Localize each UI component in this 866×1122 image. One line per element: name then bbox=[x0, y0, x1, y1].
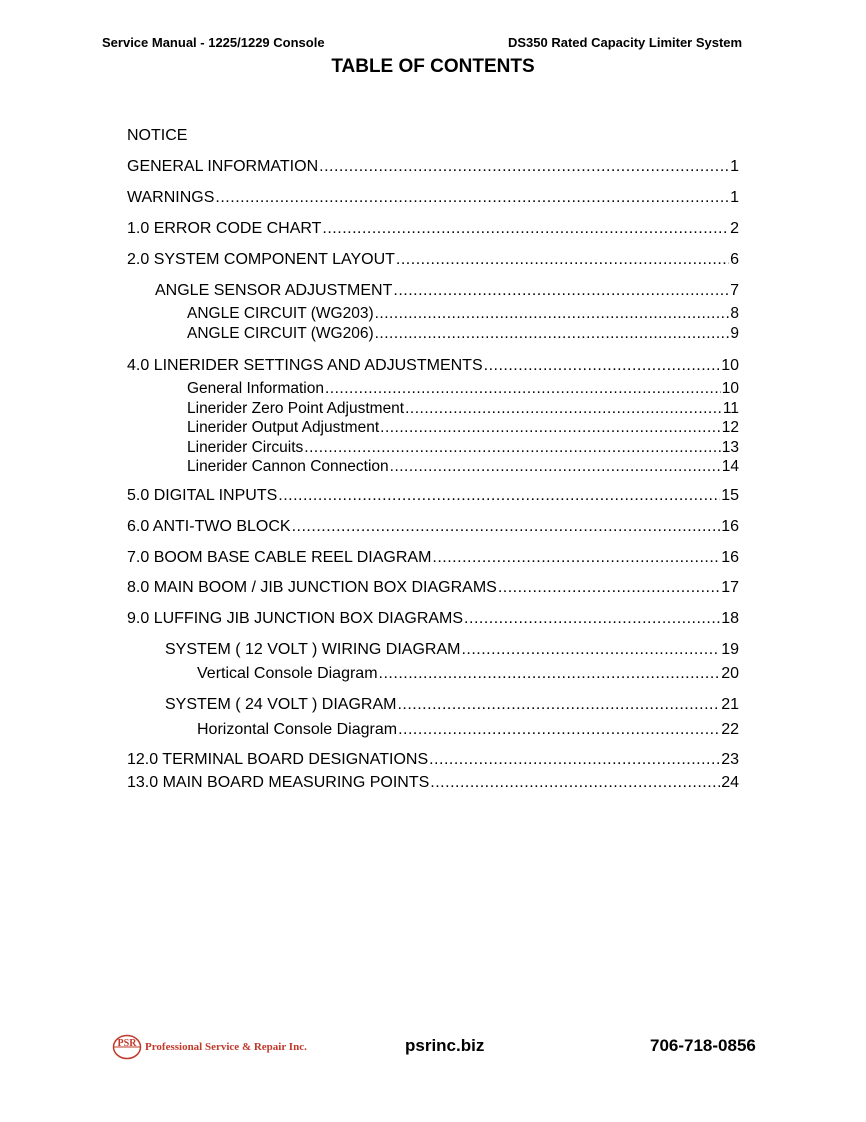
toc-entry-horizontal-console[interactable] bbox=[197, 720, 739, 740]
toc-label: Linerider Cannon Connection bbox=[187, 458, 389, 475]
toc-label: General Information bbox=[187, 380, 324, 397]
toc-label: 7.0 BOOM BASE CABLE REEL DIAGRAM bbox=[127, 549, 432, 566]
toc-entry-general-information[interactable] bbox=[127, 157, 739, 177]
toc-entry-boom-base-cable-reel[interactable] bbox=[127, 548, 739, 568]
toc-entry-anti-two-block[interactable] bbox=[127, 517, 739, 537]
toc-entry-main-boom-jib-junction[interactable] bbox=[127, 578, 739, 598]
toc-page-number: 7 bbox=[730, 282, 739, 299]
toc-leader bbox=[396, 250, 729, 270]
toc-label: SYSTEM ( 12 VOLT ) WIRING DIAGRAM bbox=[165, 641, 461, 658]
toc-label: 8.0 MAIN BOOM / JIB JUNCTION BOX DIAGRAMS bbox=[127, 579, 497, 596]
toc-leader bbox=[380, 418, 721, 438]
toc-leader bbox=[304, 438, 720, 458]
toc-entry-angle-sensor-adjustment[interactable] bbox=[155, 281, 739, 301]
toc-label: Linerider Circuits bbox=[187, 439, 304, 456]
toc-page-number: 10 bbox=[721, 380, 739, 397]
footer-phone-number: 706-718-0856 bbox=[650, 1036, 756, 1055]
toc-leader bbox=[292, 517, 721, 537]
toc-leader bbox=[464, 609, 720, 629]
toc-label: Linerider Output Adjustment bbox=[187, 419, 380, 436]
toc-label: ANGLE CIRCUIT (WG206) bbox=[187, 325, 374, 342]
header-manual-title: Service Manual - 1225/1229 Console bbox=[102, 35, 325, 50]
toc-page-number: 16 bbox=[721, 549, 739, 566]
toc-entry-linerider-circuits[interactable] bbox=[187, 438, 739, 458]
toc-page-number: 12 bbox=[721, 419, 739, 436]
toc-entry-linerider-output[interactable] bbox=[187, 418, 739, 438]
toc-label: 4.0 LINERIDER SETTINGS AND ADJUSTMENTS bbox=[127, 357, 483, 374]
header-system-title: DS350 Rated Capacity Limiter System bbox=[508, 35, 743, 50]
toc-leader bbox=[278, 486, 720, 506]
toc-leader bbox=[498, 578, 720, 598]
toc-label: 1.0 ERROR CODE CHART bbox=[127, 220, 322, 237]
footer-website-link[interactable]: psrinc.biz bbox=[405, 1036, 485, 1055]
toc-entry-angle-circuit-wg203[interactable] bbox=[187, 304, 739, 324]
toc-page-number: 18 bbox=[721, 610, 739, 627]
toc-leader bbox=[397, 695, 720, 715]
psr-logo-icon bbox=[112, 1034, 142, 1060]
footer-company-name: Professional Service & Repair Inc. bbox=[145, 1041, 307, 1053]
toc-leader bbox=[429, 750, 720, 770]
toc-label: 5.0 DIGITAL INPUTS bbox=[127, 487, 278, 504]
toc-leader bbox=[461, 640, 720, 660]
toc-entry-error-code-chart[interactable] bbox=[127, 219, 739, 239]
toc-page-number: 11 bbox=[722, 400, 739, 417]
toc-page-number: 1 bbox=[730, 189, 739, 206]
toc-entry-notice bbox=[127, 126, 187, 146]
toc-entry-main-board-measuring[interactable] bbox=[127, 773, 739, 793]
toc-entry-luffing-jib-junction[interactable] bbox=[127, 609, 739, 629]
toc-label: ANGLE CIRCUIT (WG203) bbox=[187, 305, 374, 322]
toc-leader bbox=[390, 457, 721, 477]
toc-label: 6.0 ANTI-TWO BLOCK bbox=[127, 518, 291, 535]
page-title: TABLE OF CONTENTS bbox=[331, 56, 535, 77]
toc-entry-linerider-cannon[interactable] bbox=[187, 457, 739, 477]
toc-page-number: 24 bbox=[721, 774, 739, 791]
logo-mark-text: PSR bbox=[117, 1038, 137, 1049]
toc-label: 2.0 SYSTEM COMPONENT LAYOUT bbox=[127, 251, 395, 268]
toc-label: Linerider Zero Point Adjustment bbox=[187, 400, 405, 417]
footer-company-logo bbox=[112, 1034, 307, 1060]
toc-page-number: 20 bbox=[721, 665, 739, 682]
toc-entry-linerider-zero-point[interactable] bbox=[187, 399, 739, 419]
toc-entry-warnings[interactable] bbox=[127, 188, 739, 208]
toc-leader bbox=[325, 379, 721, 399]
toc-entry-system-12-volt[interactable] bbox=[165, 640, 739, 660]
toc-label: Horizontal Console Diagram bbox=[197, 721, 398, 738]
toc-entry-system-component-layout[interactable] bbox=[127, 250, 739, 270]
toc-leader bbox=[319, 157, 729, 177]
toc-page-number: 9 bbox=[730, 325, 739, 342]
toc-label: GENERAL INFORMATION bbox=[127, 158, 319, 175]
toc-page-number: 16 bbox=[721, 518, 739, 535]
toc-page-number: 2 bbox=[730, 220, 739, 237]
toc-page-number: 15 bbox=[721, 487, 739, 504]
toc-leader bbox=[484, 356, 721, 376]
toc-entry-vertical-console[interactable] bbox=[197, 664, 739, 684]
toc-entry-linerider-general-information[interactable] bbox=[187, 379, 739, 399]
toc-label: 9.0 LUFFING JIB JUNCTION BOX DIAGRAMS bbox=[127, 610, 464, 627]
toc-page-number: 8 bbox=[730, 305, 739, 322]
toc-leader bbox=[379, 664, 721, 684]
toc-page-number: 1 bbox=[730, 158, 739, 175]
toc-page-number: 13 bbox=[721, 439, 739, 456]
toc-leader bbox=[398, 720, 720, 740]
toc-entry-angle-circuit-wg206[interactable] bbox=[187, 324, 739, 344]
toc-page-number: 17 bbox=[721, 579, 739, 596]
toc-label: SYSTEM ( 24 VOLT ) DIAGRAM bbox=[165, 696, 397, 713]
toc-entry-linerider-settings[interactable] bbox=[127, 356, 739, 376]
toc-page-number: 21 bbox=[721, 696, 739, 713]
toc-entry-terminal-board[interactable] bbox=[127, 750, 739, 770]
toc-page-number: 22 bbox=[721, 721, 739, 738]
toc-leader bbox=[405, 399, 722, 419]
toc-entry-system-24-volt[interactable] bbox=[165, 695, 739, 715]
toc-leader bbox=[393, 281, 729, 301]
toc-label: NOTICE bbox=[127, 127, 188, 144]
toc-page-number: 23 bbox=[721, 751, 739, 768]
toc-label: Vertical Console Diagram bbox=[197, 665, 378, 682]
toc-page-number: 6 bbox=[730, 251, 739, 268]
toc-label: ANGLE SENSOR ADJUSTMENT bbox=[155, 282, 393, 299]
toc-leader bbox=[322, 219, 729, 239]
toc-label: WARNINGS bbox=[127, 189, 215, 206]
toc-entry-digital-inputs[interactable] bbox=[127, 486, 739, 506]
toc-page-number: 10 bbox=[721, 357, 739, 374]
toc-label: 12.0 TERMINAL BOARD DESIGNATIONS bbox=[127, 751, 429, 768]
toc-leader bbox=[375, 304, 730, 324]
toc-leader bbox=[432, 548, 720, 568]
toc-label: 13.0 MAIN BOARD MEASURING POINTS bbox=[127, 774, 430, 791]
toc-leader bbox=[375, 324, 730, 344]
toc-page-number: 14 bbox=[721, 458, 739, 475]
toc-leader bbox=[215, 188, 729, 208]
toc-page-number: 19 bbox=[721, 641, 739, 658]
toc-leader bbox=[430, 773, 720, 793]
